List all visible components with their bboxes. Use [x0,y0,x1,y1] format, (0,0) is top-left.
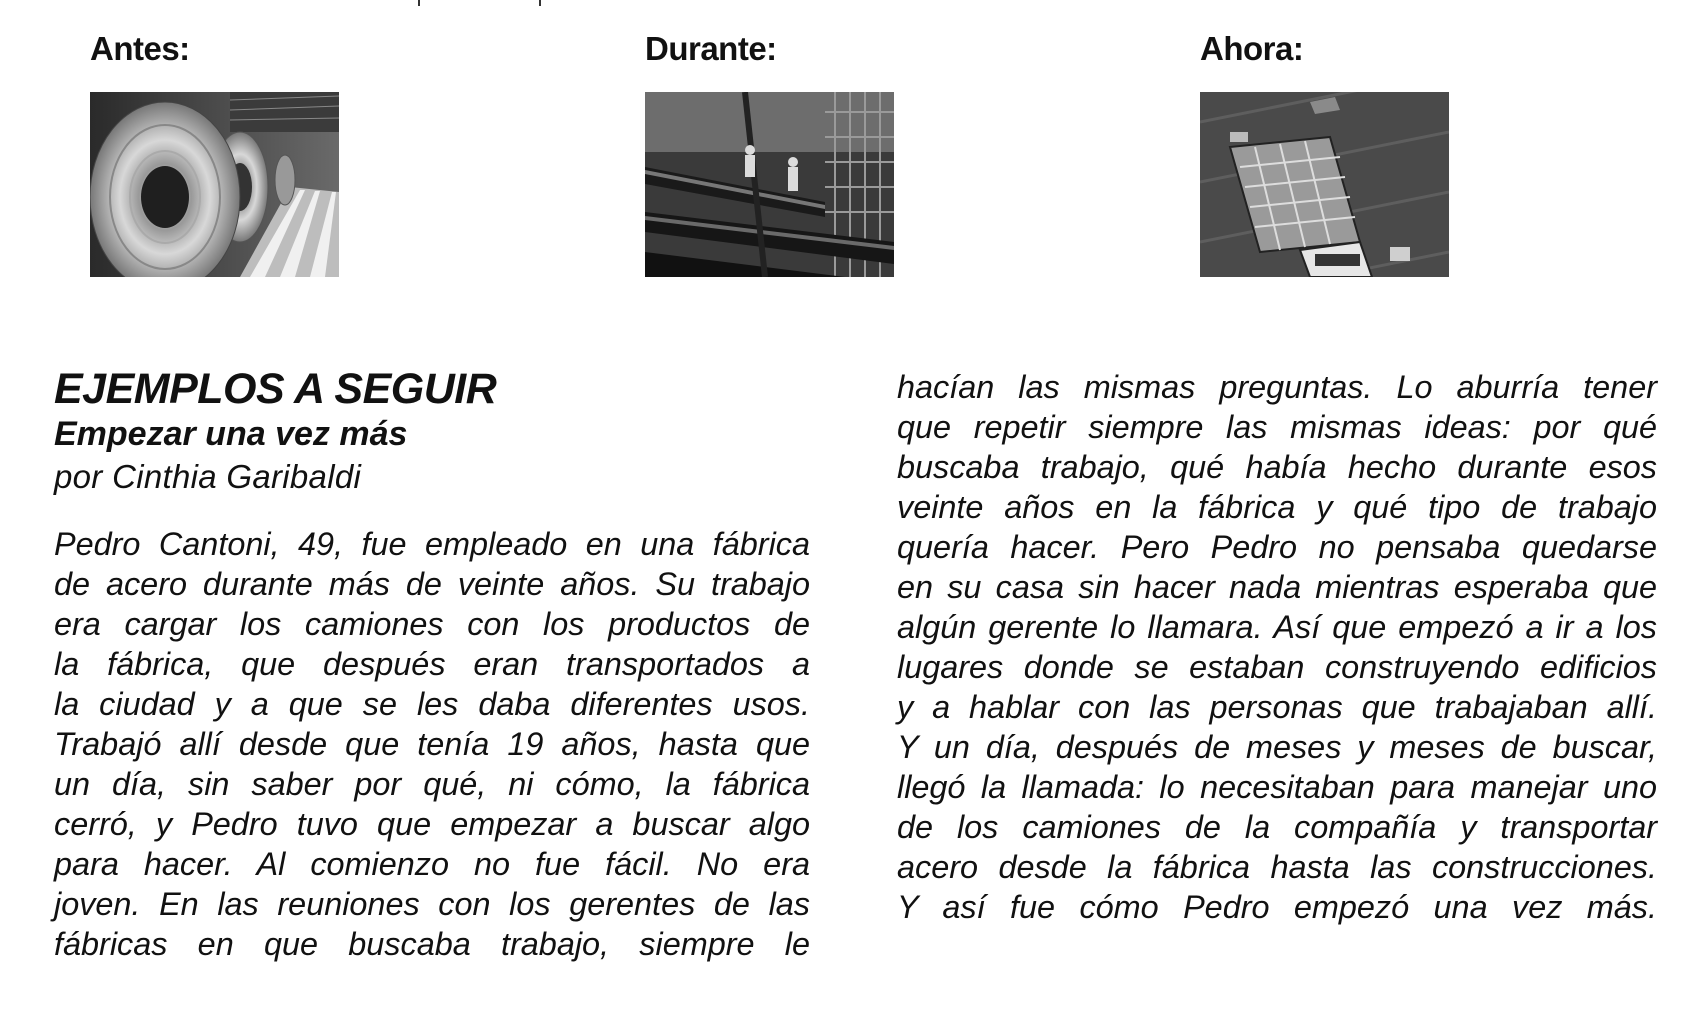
body-line: para hacer. Al comienzo no fue fácil. No era [54,846,810,882]
steel-coils-image [90,92,339,277]
body-line: llegó la llamada: lo necesitaban para manejar uno [897,769,1657,805]
body-line: y a hablar con las personas que trabajaban allí. [897,689,1657,725]
body-line: la ciudad y a que se les daba diferentes usos. [54,686,810,722]
caption-during: Durante: [645,30,777,67]
body-line: acero desde la fábrica hasta las construcciones. [897,849,1657,885]
body-line: fábricas en que buscaba trabajo, siempre le [54,926,810,962]
body-line: quería hacer. Pero Pedro no pensaba quedarse [897,529,1657,565]
body-line: era cargar los camiones con los productos de [54,606,810,642]
body-line: Pedro Cantoni, 49, fue empleado en una fábrica [54,526,810,562]
body-line: que repetir siempre las mismas ideas: por qué [897,409,1657,445]
body-line: hacían las mismas preguntas. Lo aburría tener [897,369,1657,405]
body-line: cerró, y Pedro tuvo que empezar a buscar algo [54,806,810,842]
article-body-right-column [897,367,1657,927]
body-line: Y así fue cómo Pedro empezó una vez más. [897,889,1657,925]
article-title: EJEMPLOS A SEGUIR [54,365,497,413]
caption-now: Ahora: [1200,30,1304,67]
truck-image [1200,92,1449,277]
body-line: joven. En las reuniones con los gerentes de las [54,886,810,922]
body-line: Trabajó allí desde que tenía 19 años, hasta que [54,726,810,762]
body-line: algún gerente lo llamara. Así que empezó a ir a los [897,609,1657,645]
photo-steel-beams [645,92,894,277]
body-line: en su casa sin hacer nada mientras esperaba que [897,569,1657,605]
article-byline: por Cinthia Garibaldi [54,458,362,495]
body-line: buscaba trabajo, qué había hecho durante esos [897,449,1657,485]
body-line: Y un día, después de meses y meses de buscar, [897,729,1657,765]
body-line: la fábrica, que después eran transportados a [54,646,810,682]
photo-steel-coils [90,92,339,277]
article-subtitle: Empezar una vez más [54,415,408,453]
caption-before: Antes: [90,30,190,67]
steel-beams-image [645,92,894,277]
photo-truck [1200,92,1449,277]
article-body-left-column [54,524,810,964]
body-line: de los camiones de la compañía y transportar [897,809,1657,845]
top-edge-marks [0,0,1706,6]
body-line: un día, sin saber por qué, ni cómo, la fábrica [54,766,810,802]
body-line: lugares donde se estaban construyendo edificios [897,649,1657,685]
body-line: de acero durante más de veinte años. Su trabajo [54,566,810,602]
body-line: veinte años en la fábrica y qué tipo de trabajo [897,489,1657,525]
